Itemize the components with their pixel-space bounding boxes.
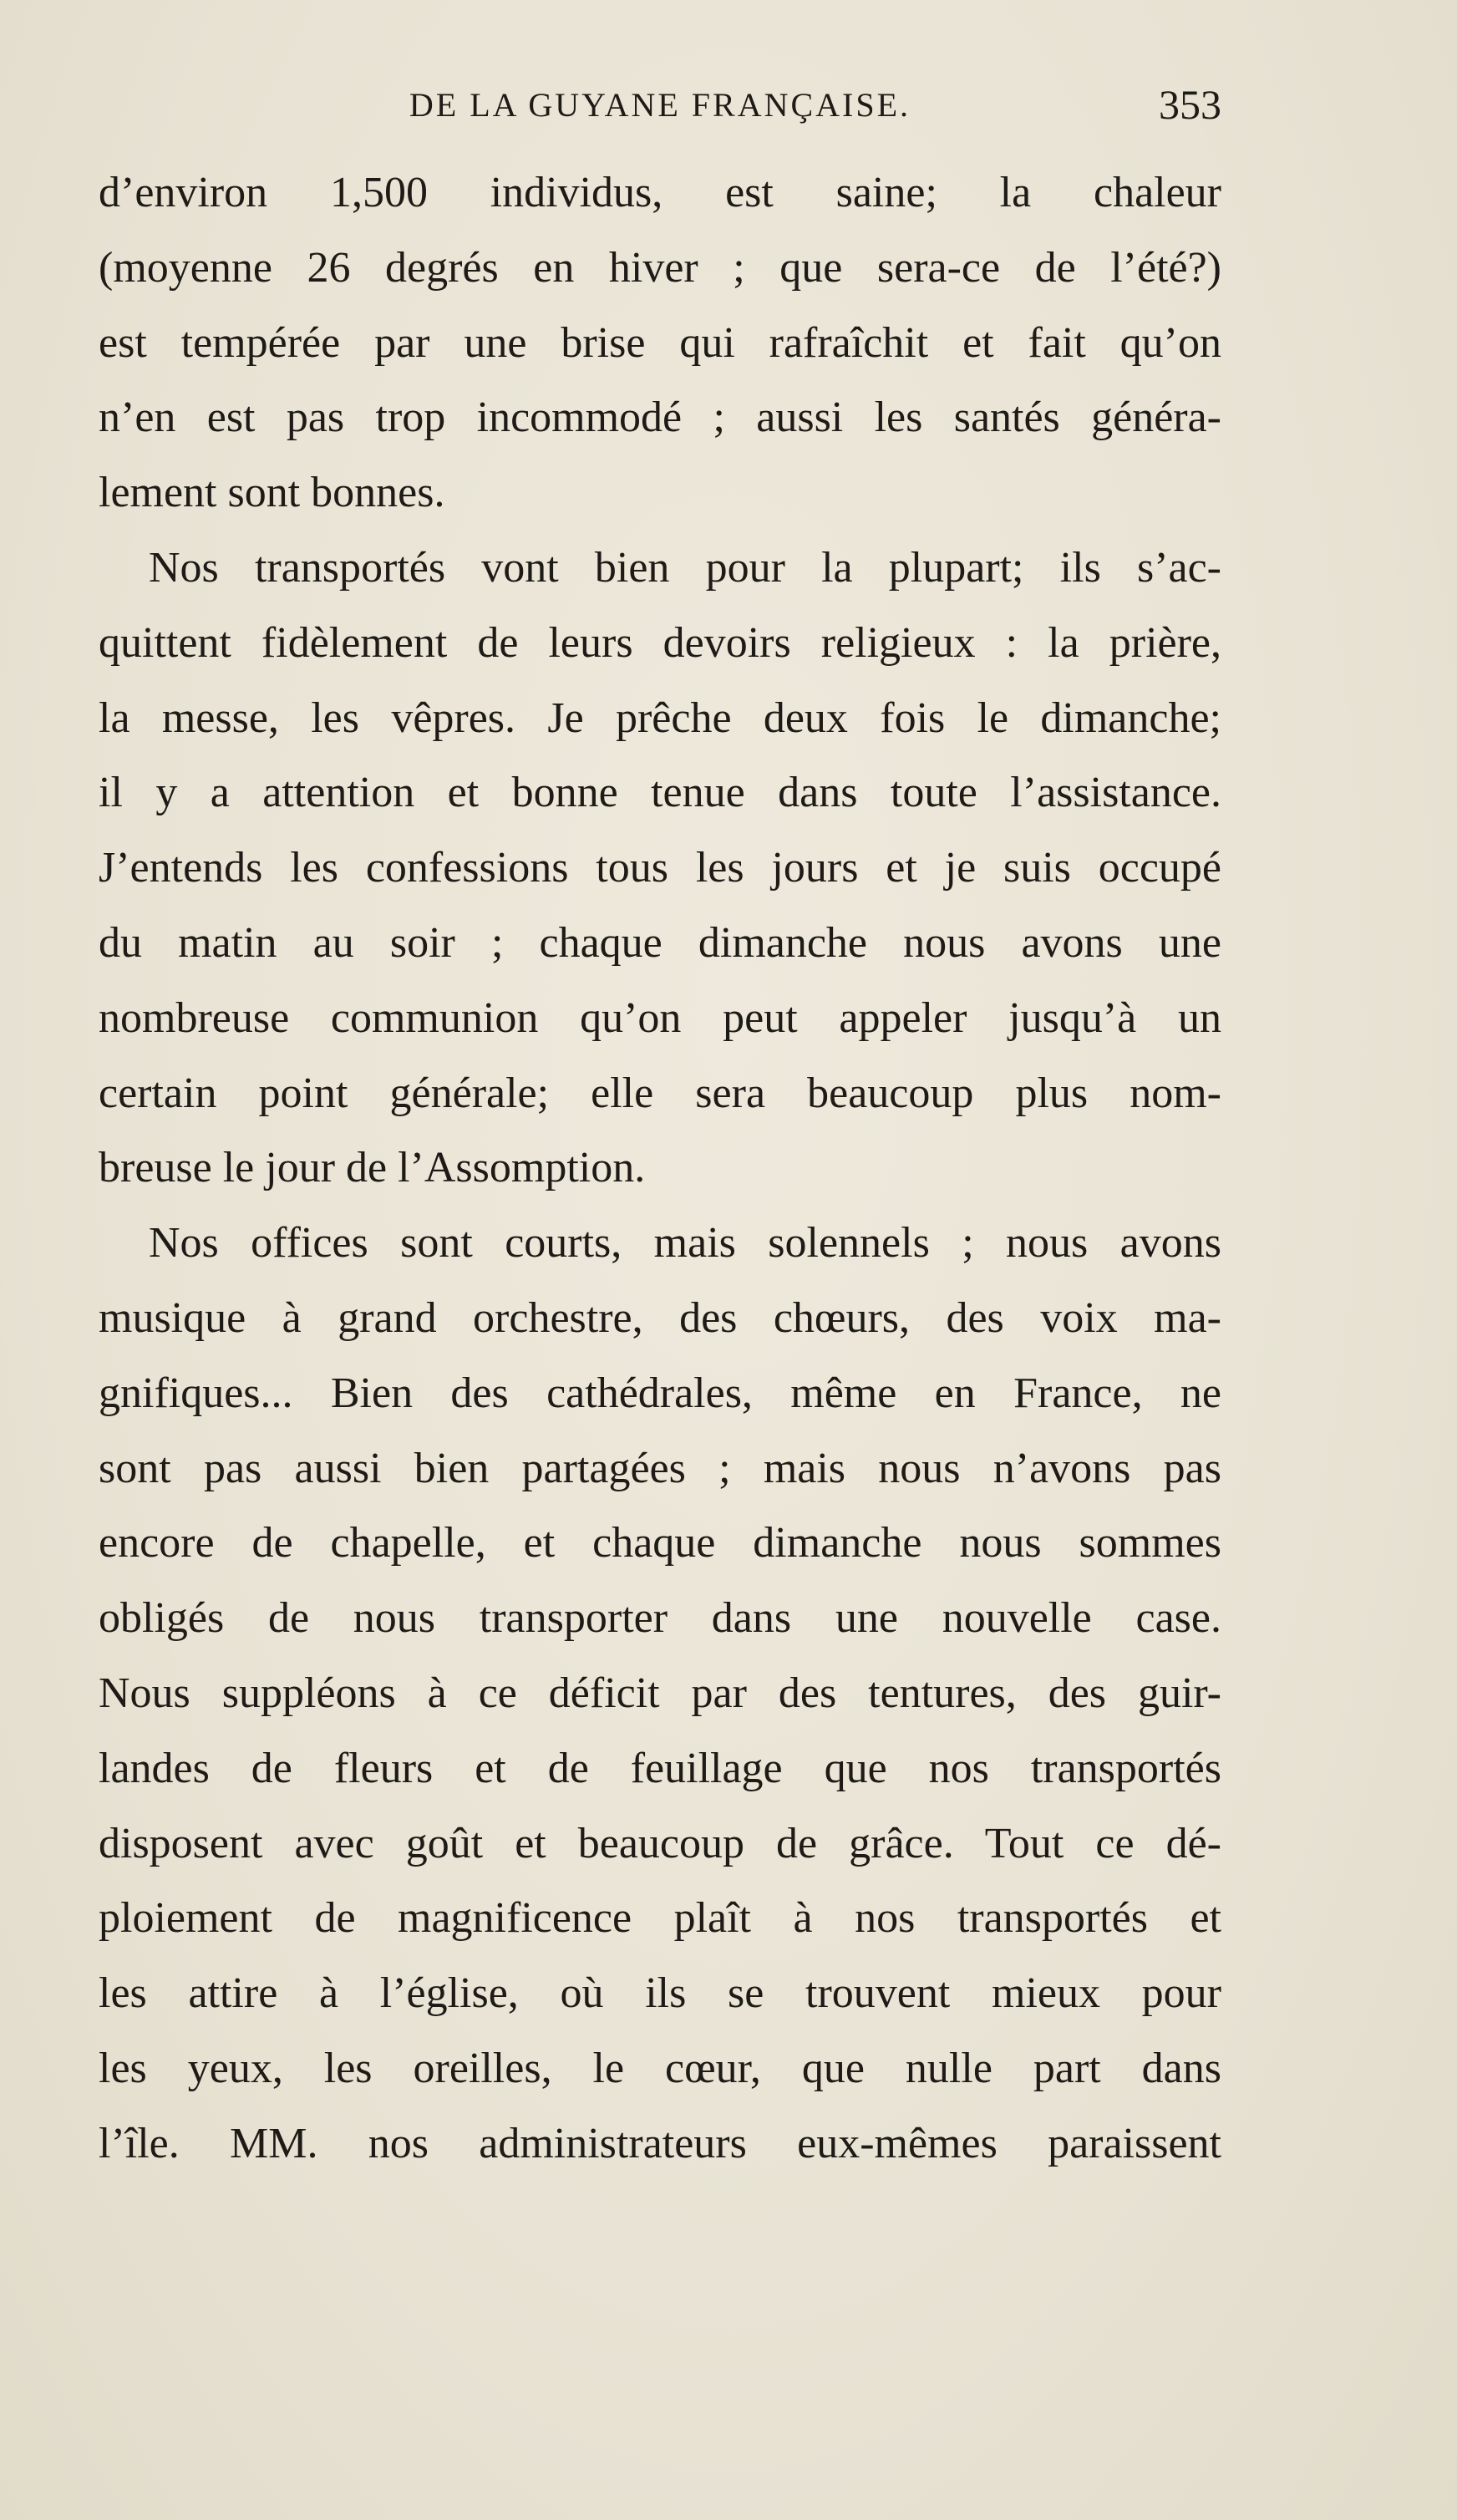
text-line: est tempérée par une brise qui rafraîchit et fait qu’on	[99, 318, 1221, 367]
page-header	[99, 80, 1221, 139]
text-line: d’environ 1,500 individus, est saine; la chaleur	[99, 169, 1221, 216]
text-line: quittent fidèlement de leurs devoirs religieux : la prière,	[99, 618, 1221, 667]
text-line: n’en est pas trop incommodé ; aussi les santés généra-	[99, 394, 1221, 442]
text-line: les attire à l’église, où ils se trouvent mieux pour	[99, 1969, 1221, 2018]
paragraph-start-line: Nos offices sont courts, mais solennels ; nous avons	[149, 1219, 1221, 1268]
text-line: nombreuse communion qu’on peut appeler jusqu’à un	[99, 993, 1221, 1042]
page-number: 353	[1159, 81, 1221, 128]
text-line: landes de fleurs et de feuillage que nos transportés	[99, 1744, 1221, 1792]
paragraph-start-line: Nos transportés vont bien pour la plupart; ils s’ac-	[149, 543, 1221, 592]
text-line: obligés de nous transporter dans une nouvelle case.	[99, 1594, 1221, 1643]
text-line: les yeux, les oreilles, le cœur, que nulle part dans	[99, 2044, 1221, 2092]
text-line: breuse le jour de l’Assomption.	[99, 1144, 646, 1192]
text-line: musique à grand orchestre, des chœurs, des voix ma-	[99, 1293, 1221, 1342]
text-line: l’île. MM. nos administrateurs eux-mêmes paraissent	[99, 2119, 1221, 2167]
text-line: il y a attention et bonne tenue dans toute l’assistance.	[99, 769, 1221, 817]
text-line: lement sont bonnes.	[99, 469, 445, 517]
text-line: du matin au soir ; chaque dimanche nous avons une	[99, 918, 1221, 967]
text-line: la messe, les vêpres. Je prêche deux fois le dimanche;	[99, 694, 1221, 742]
body-text	[99, 155, 1221, 2182]
text-line: gnifiques... Bien des cathédrales, même en France, ne	[99, 1369, 1221, 1417]
running-title: DE LA GUYANE FRANÇAISE.	[409, 86, 911, 124]
text-line: J’entends les confessions tous les jours et je suis occupé	[99, 844, 1221, 892]
text-line: disposent avec goût et beaucoup de grâce. Tout ce dé-	[99, 1819, 1221, 1867]
text-line: (moyenne 26 degrés en hiver ; que sera-ce de l’été?)	[99, 243, 1221, 292]
text-line: Nous suppléons à ce déficit par des tentures, des guir-	[99, 1669, 1221, 1717]
text-line: certain point générale; elle sera beaucoup plus nom-	[99, 1069, 1221, 1117]
text-line: sont pas aussi bien partagées ; mais nous n’avons pas	[99, 1444, 1221, 1492]
text-line: ploiement de magnificence plaît à nos transportés et	[99, 1894, 1221, 1943]
text-line: encore de chapelle, et chaque dimanche nous sommes	[99, 1519, 1221, 1567]
